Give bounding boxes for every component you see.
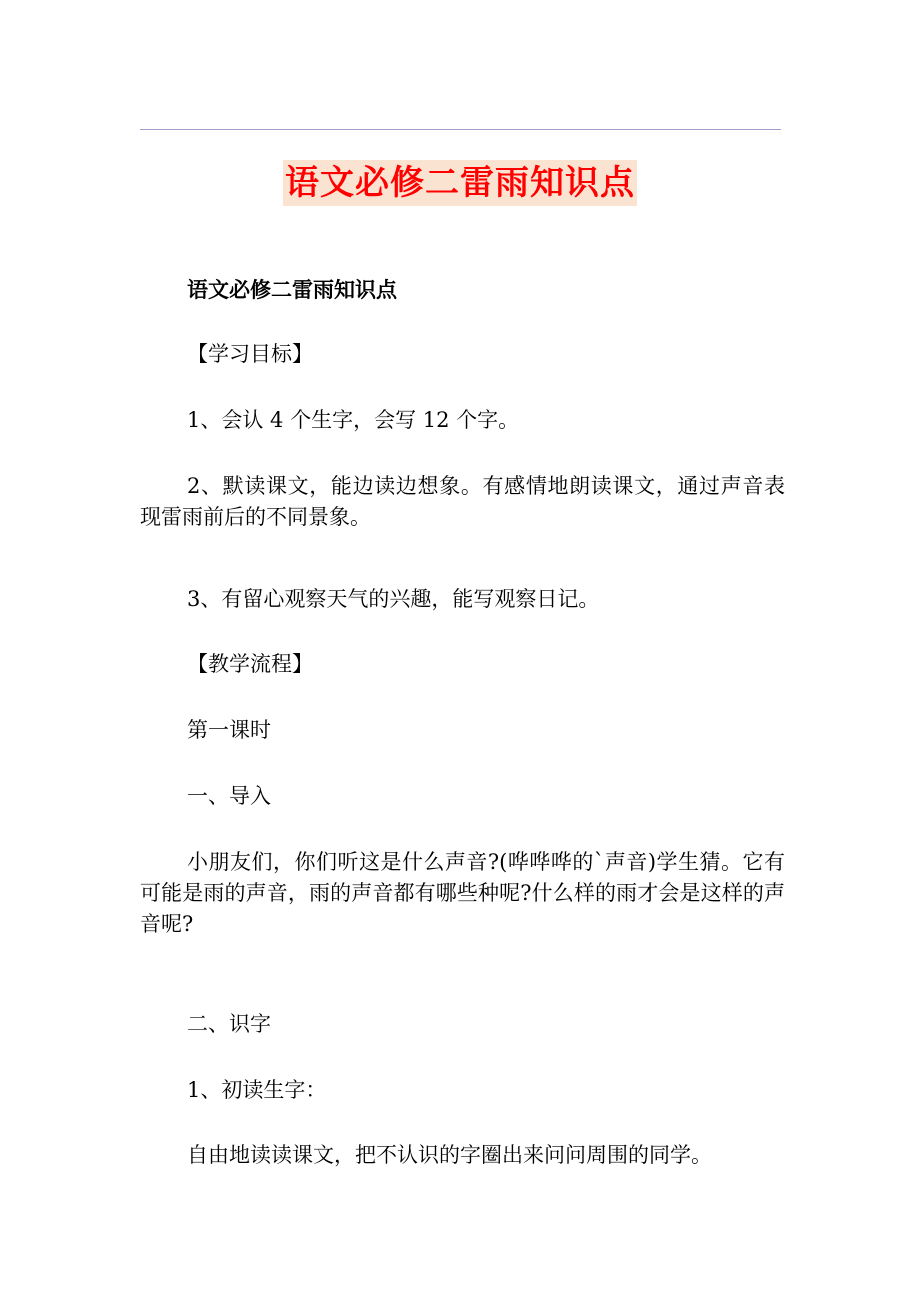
header-rule [140, 129, 781, 130]
document-title: 语文必修二雷雨知识点 [283, 160, 637, 206]
intro-paragraph: 小朋友们，你们听这是什么声音?(哗哗哗的`声音)学生猜。它有可能是雨的声音，雨的声音都有哪些种呢?什么样的雨才会是这样的声音呢? [140, 850, 785, 936]
sub-step-1: 1、初读生字： [187, 1078, 327, 1102]
goal-item-2: 2、默读课文，能边读边想象。有感情地朗读课文，通过声音表现雷雨前后的不同景象。 [140, 474, 785, 529]
lesson-label: 第一课时 [187, 718, 271, 742]
goal-item-3: 3、有留心观察天气的兴趣，能写观察日记。 [187, 587, 600, 611]
subtitle: 语文必修二雷雨知识点 [187, 277, 397, 302]
process-heading: 【教学流程】 [187, 652, 313, 676]
title-block [0, 160, 920, 206]
step-heading-intro: 一、导入 [187, 784, 271, 808]
instruction-text: 自由地读读课文，把不认识的字圈出来问问周围的同学。 [187, 1143, 712, 1167]
goals-heading: 【学习目标】 [187, 342, 313, 366]
goal-item-1: 1、会认 4 个生字，会写 12 个字。 [187, 408, 520, 432]
step-heading-literacy: 二、识字 [187, 1012, 271, 1036]
